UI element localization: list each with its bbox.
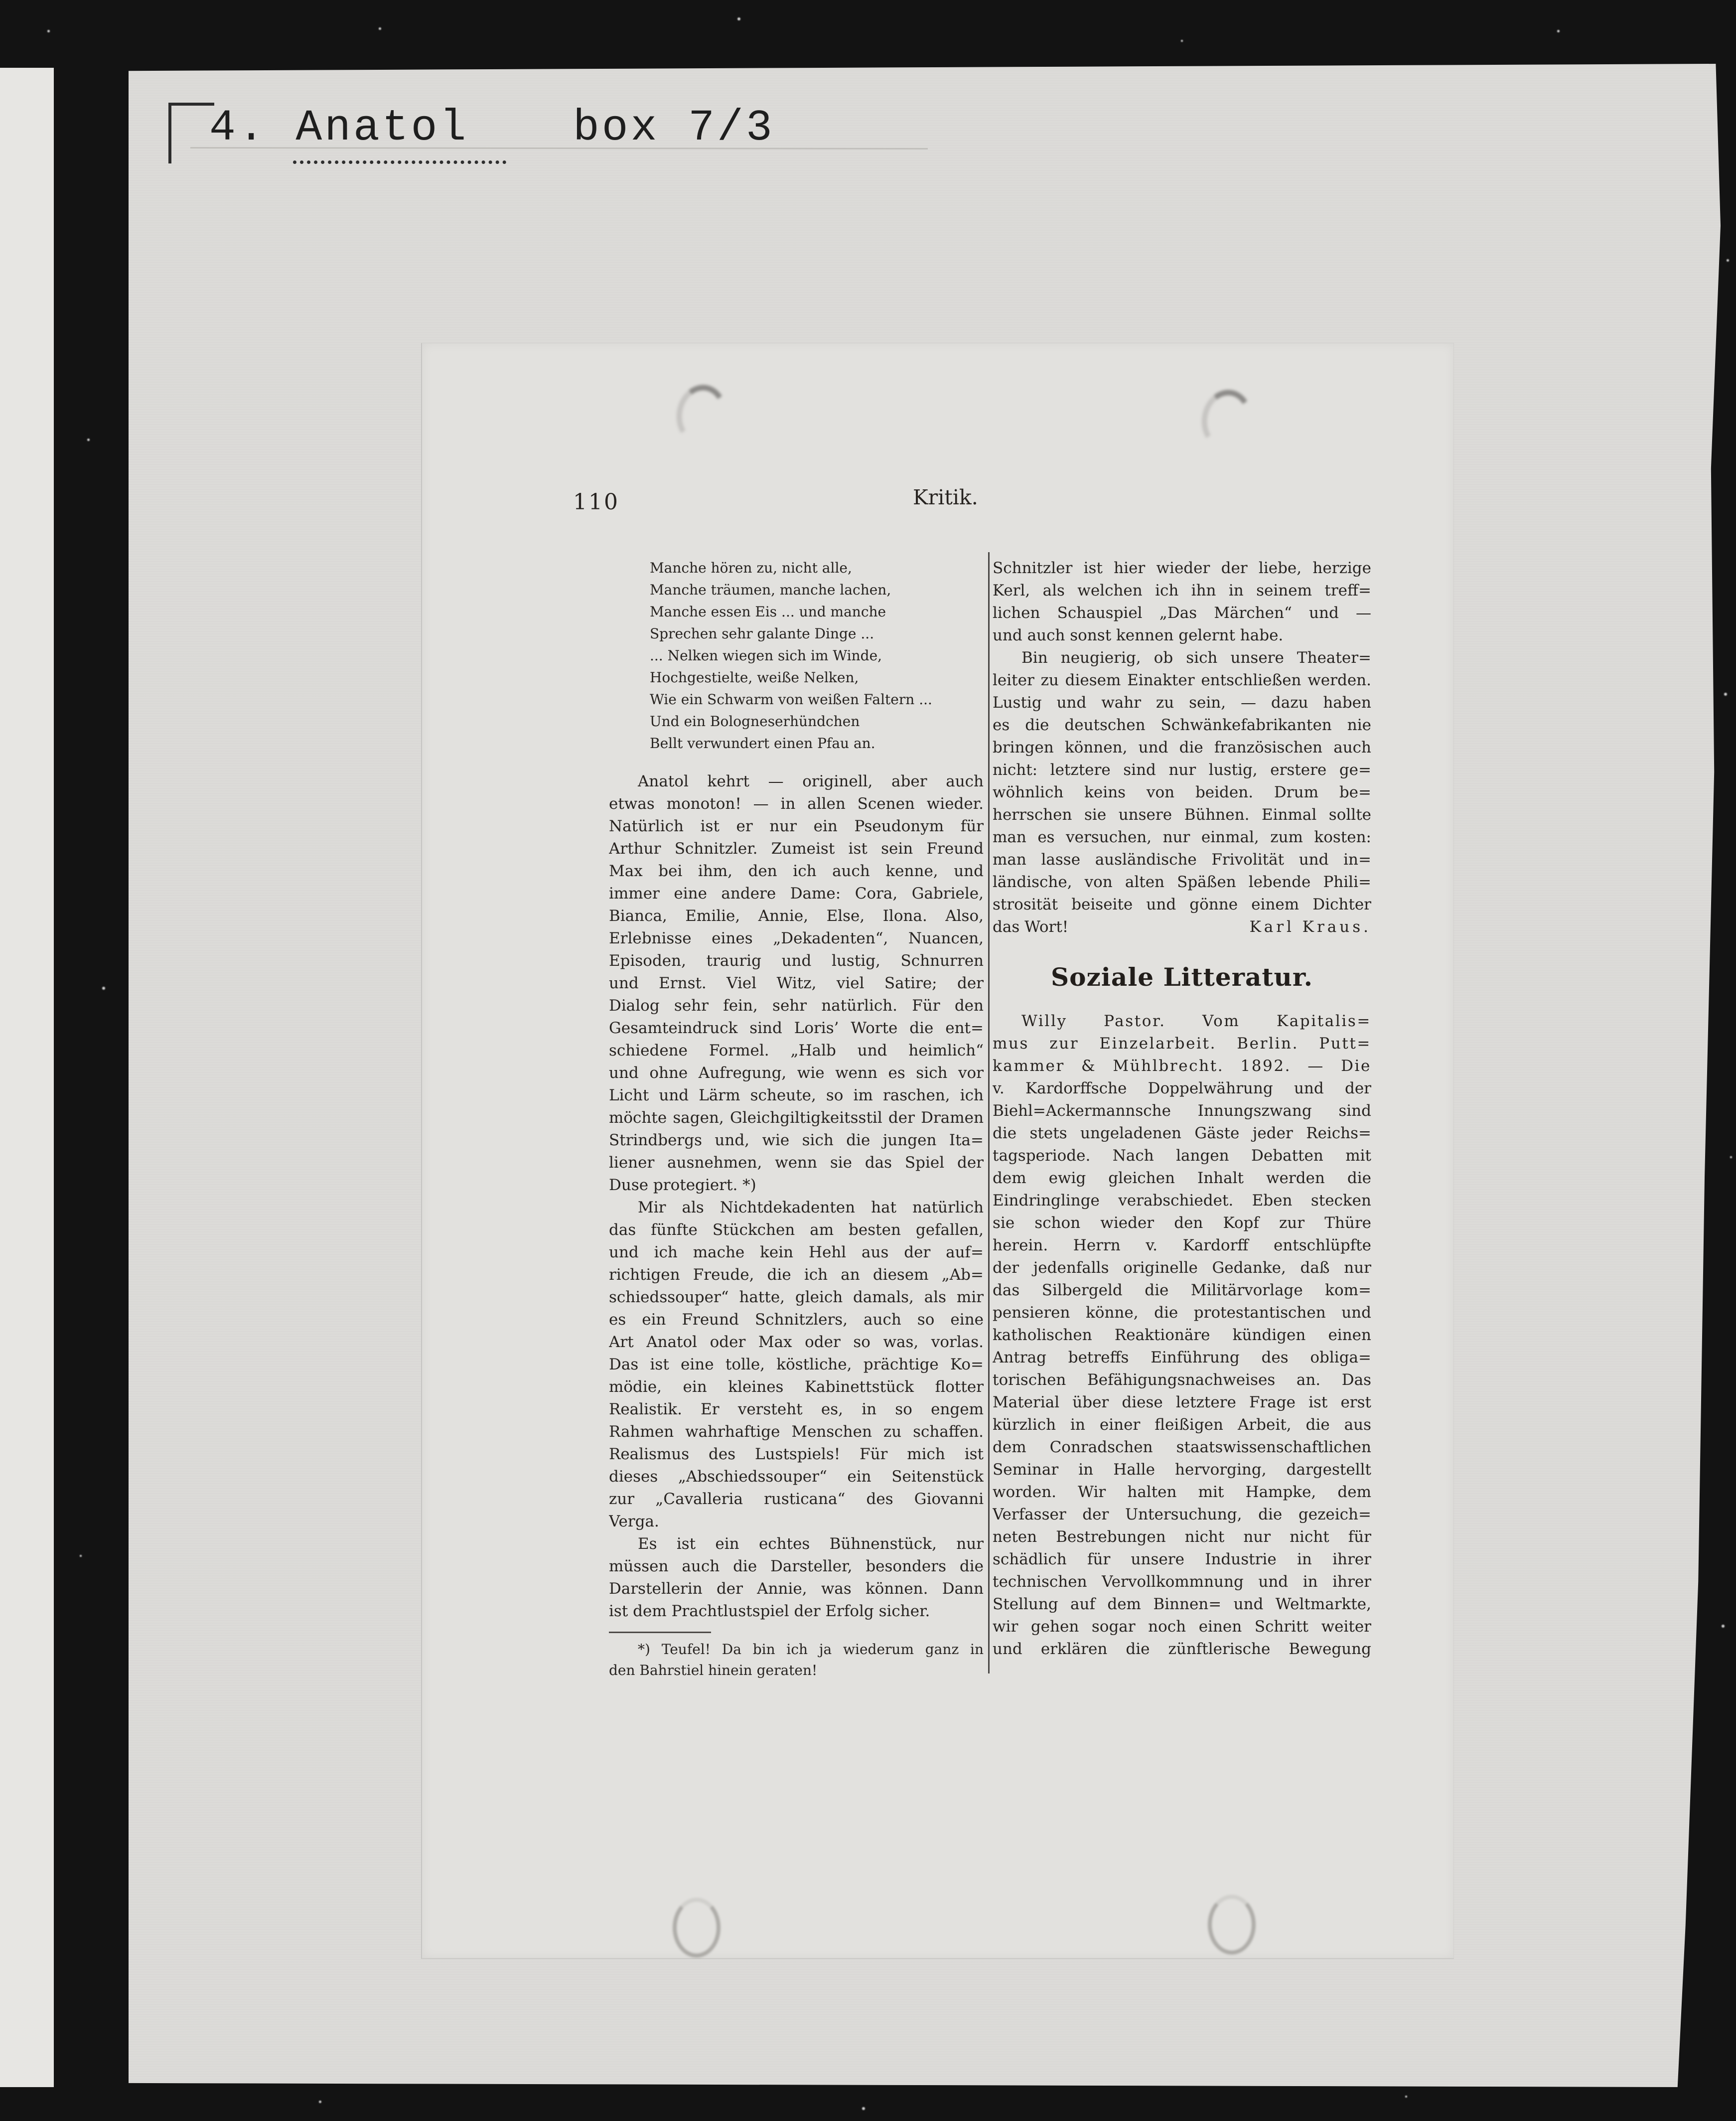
text-line: man lasse ausländische Frivolität und in= — [993, 851, 1371, 869]
text-line: nicht: letztere sind nur lustig, erstere ge= — [993, 761, 1371, 779]
text-line: Seminar in Halle hervorging, dargestellt — [993, 1461, 1371, 1479]
poem-line: Manche träumen, manche lachen, — [650, 582, 891, 598]
text-line: kammer & Mühlbrecht. 1892. — Die — [993, 1057, 1371, 1075]
text-line: torischen Befähigungsnachweises an. Das — [993, 1371, 1371, 1389]
text-line: Episoden, traurig und lustig, Schnurren — [609, 952, 984, 970]
text-line: Verga. — [609, 1513, 659, 1530]
text-line: es ein Freund Schnitzlers, auch so eine — [609, 1311, 984, 1329]
dust-speck — [87, 439, 90, 441]
poem-line: Bellt verwundert einen Pfau an. — [650, 735, 875, 752]
text-line: Lustig und wahr zu sein, — dazu haben — [993, 694, 1371, 712]
text-line: Erlebnisse eines „Dekadenten“, Nuancen, — [609, 929, 984, 947]
text-line: und Ernst. Viel Witz, viel Satire; der — [609, 974, 984, 992]
punch-hole-bottom-left — [673, 1898, 721, 1958]
text-line: Realistik. Er versteht es, in so engem — [609, 1400, 984, 1418]
text-line: Darstellerin der Annie, was können. Dann — [609, 1580, 984, 1598]
dust-speck — [47, 30, 50, 32]
text-line: das Silbergeld die Militärvorlage kom= — [993, 1281, 1371, 1299]
poem-line: Manche hören zu, nicht alle, — [650, 560, 852, 576]
book-notice-lines — [993, 1010, 1371, 1661]
text-line: dem Conradschen staatswissenschaftlichen — [993, 1438, 1371, 1456]
left-body-lines — [609, 770, 984, 1623]
poem-block — [650, 557, 984, 755]
dust-speck — [1557, 30, 1560, 32]
text-line: und auch sonst kennen gelernt habe. — [993, 626, 1284, 644]
text-line: sie schon wieder den Kopf zur Thüre — [993, 1214, 1371, 1232]
text-line: herrschen sie unsere Bühnen. Einmal sollte — [993, 806, 1371, 824]
text-line: Art Anatol oder Max oder so was, vorlas. — [609, 1333, 984, 1351]
text-line: Schnitzler ist hier wieder der liebe, herzige — [993, 559, 1371, 577]
text-line: der jedenfalls originelle Gedanke, daß nur — [993, 1259, 1371, 1277]
text-line: Dialog sehr fein, sehr natürlich. Für den — [609, 997, 984, 1015]
text-line: Willy Pastor. Vom Kapitalis= — [1021, 1012, 1371, 1030]
adjacent-page-edge — [0, 68, 54, 2087]
text-line: Bin neugierig, ob sich unsere Theater= — [1021, 649, 1371, 667]
text-line: neten Bestrebungen nicht nur nicht für — [993, 1528, 1371, 1546]
footnote-line: den Bahrstiel hinein geraten! — [609, 1662, 818, 1678]
closing-words: das Wort! — [993, 918, 1069, 936]
text-line: Duse protegiert. *) — [609, 1176, 756, 1194]
text-line: tagsperiode. Nach langen Debatten mit — [993, 1147, 1371, 1165]
text-line: lichen Schauspiel „Das Märchen“ und — — [993, 604, 1371, 622]
left-column — [609, 557, 984, 1681]
poem-line: Sprechen sehr galante Dinge ... — [650, 625, 874, 642]
dust-speck — [1727, 259, 1729, 262]
text-line: Arthur Schnitzler. Zumeist ist sein Freund — [609, 840, 984, 858]
text-line: das fünfte Stückchen am besten gefallen, — [609, 1221, 984, 1239]
poem-line: Und ein Bologneserhündchen — [650, 713, 860, 730]
text-line: schiedene Formel. „Halb und heimlich“ — [609, 1042, 984, 1060]
text-line: Stellung auf dem Binnen= und Weltmarkte, — [993, 1595, 1371, 1613]
text-line: Mir als Nichtdekadenten hat natürlich — [638, 1199, 984, 1216]
column-divider-rule — [988, 552, 990, 1673]
text-line: dieses „Abschiedssouper“ ein Seitenstück — [609, 1468, 984, 1486]
page-number: 110 — [573, 489, 619, 515]
text-line: und erklären die zünftlerische Bewegung — [993, 1640, 1371, 1658]
text-line: wöhnlich keins von beiden. Drum be= — [993, 783, 1371, 801]
text-line: katholischen Reaktionäre kündigen einen — [993, 1326, 1371, 1344]
text-line: dem ewig gleichen Inhalt werden die — [993, 1169, 1371, 1187]
text-line: die stets ungeladenen Gäste jeder Reichs= — [993, 1124, 1371, 1142]
text-line: richtigen Freude, die ich an diesem „Ab= — [609, 1266, 984, 1284]
text-line: Natürlich ist er nur ein Pseudonym für — [609, 817, 984, 835]
dust-speck — [1730, 1156, 1732, 1158]
text-line: und ohne Aufregung, wie wenn es sich vor — [609, 1064, 984, 1082]
archive-box-label: box 7/3 — [573, 104, 775, 153]
text-line: kürzlich in einer fleißigen Arbeit, die aus — [993, 1416, 1371, 1434]
author-signature: Karl Kraus. — [1249, 918, 1371, 936]
text-line: worden. Wir halten mit Hampke, dem — [993, 1483, 1371, 1501]
text-line: Licht und Lärm scheute, so im raschen, ich — [609, 1086, 984, 1104]
text-line: ist dem Prachtlustspiel der Erfolg sicher. — [609, 1602, 930, 1620]
crop-corner-mark — [168, 103, 214, 163]
dust-speck — [1724, 693, 1727, 696]
poem-line: Wie ein Schwarm von weißen Faltern ... — [650, 691, 932, 708]
text-line: Realismus des Lustspiels! Für mich ist — [609, 1445, 984, 1463]
text-line: Rahmen wahrhaftige Menschen zu schaffen. — [609, 1423, 984, 1441]
footnote-block — [609, 1639, 984, 1681]
text-line: wir gehen sogar noch einen Schritt weiter — [993, 1618, 1371, 1636]
text-line: Anatol kehrt — originell, aber auch — [638, 772, 984, 790]
right-column — [993, 557, 1371, 1661]
running-head: Kritik. — [913, 485, 978, 509]
text-line: bringen können, und die französischen auch — [993, 739, 1371, 757]
text-line: ländische, von alten Späßen lebende Phili= — [993, 873, 1371, 891]
dust-speck — [319, 2101, 321, 2103]
right-body-lines — [993, 557, 1371, 916]
archive-item-label: 4. Anatol — [209, 104, 469, 153]
text-line: strosität beiseite und gönne einem Dichter — [993, 896, 1371, 913]
text-line: Es ist ein echtes Bühnenstück, nur — [638, 1535, 984, 1553]
text-line: leiter zu diesem Einakter entschließen werden. — [993, 671, 1371, 689]
text-line: Biehl=Ackermannsche Innungszwang sind — [993, 1102, 1371, 1120]
text-line: Material über diese letztere Frage ist erst — [993, 1393, 1371, 1411]
text-line: möchte sagen, Gleichgiltigkeitsstil der Dramen — [609, 1109, 984, 1127]
text-line: schädlich für unsere Industrie in ihrer — [993, 1550, 1371, 1568]
text-line: schiedssouper“ hatte, gleich damals, als mir — [609, 1288, 984, 1306]
punch-hole-bottom-right — [1208, 1895, 1256, 1955]
text-line: herein. Herrn v. Kardorff entschlüpfte — [993, 1236, 1371, 1254]
text-line: etwas monoton! — in allen Scenen wieder. — [609, 795, 984, 813]
poem-line: ... Nelken wiegen sich im Winde, — [650, 647, 882, 664]
text-line: mödie, ein kleines Kabinettstück flotter — [609, 1378, 984, 1396]
text-line: pensieren könne, die protestantischen und — [993, 1304, 1371, 1322]
text-line: Verfasser der Untersuchung, die gezeich= — [993, 1506, 1371, 1523]
dust-speck — [862, 2107, 865, 2110]
text-line: und ich mache kein Hehl aus der auf= — [609, 1243, 984, 1261]
poem-line: Hochgestielte, weiße Nelken, — [650, 669, 859, 686]
text-line: es die deutschen Schwänkefabrikanten nie — [993, 716, 1371, 734]
text-line: Gesamteindruck sind Loris’ Worte die ent= — [609, 1019, 984, 1037]
text-line: müssen auch die Darsteller, besonders die — [609, 1557, 984, 1575]
dust-speck — [1722, 1625, 1725, 1628]
dust-speck — [80, 1555, 82, 1557]
text-line: v. Kardorffsche Doppelwährung und der — [993, 1079, 1371, 1097]
text-line: Strindbergs und, wie sich die jungen Ita= — [609, 1131, 984, 1149]
text-line: technischen Vervollkommnung und in ihrer — [993, 1573, 1371, 1591]
text-line: Bianca, Emilie, Annie, Else, Ilona. Also, — [609, 907, 984, 925]
text-line: Eindringlinge verabschiedet. Eben stecken — [993, 1192, 1371, 1210]
dust-speck — [379, 27, 381, 30]
closing-row — [993, 916, 1371, 938]
footnote-rule — [609, 1632, 711, 1633]
dust-speck — [1181, 40, 1183, 42]
dust-speck — [1405, 2096, 1407, 2098]
dust-speck — [737, 17, 740, 20]
text-line: Max bei ihm, den ich auch kenne, und — [609, 862, 984, 880]
label-dotted-underline — [293, 160, 506, 164]
text-line: zur „Cavalleria rusticana“ des Giovanni — [609, 1490, 984, 1508]
text-line: man es versuchen, nur einmal, zum kosten: — [993, 828, 1371, 846]
poem-line: Manche essen Eis ... und manche — [650, 604, 886, 620]
text-line: liener ausnehmen, wenn sie das Spiel der — [609, 1154, 984, 1172]
dust-speck — [102, 987, 105, 990]
text-line: mus zur Einzelarbeit. Berlin. Putt= — [993, 1035, 1371, 1053]
text-line: immer eine andere Dame: Cora, Gabriele, — [609, 885, 984, 903]
text-line: Kerl, als welchen ich ihn in seinem treff= — [993, 582, 1371, 600]
section-heading: Soziale Litteratur. — [1051, 962, 1313, 992]
text-line: Antrag betreffs Einführung des obliga= — [993, 1349, 1371, 1366]
footnote-line: *) Teufel! Da bin ich ja wiederum ganz in — [638, 1641, 984, 1658]
text-line: Das ist eine tolle, köstliche, prächtige Ko= — [609, 1356, 984, 1373]
